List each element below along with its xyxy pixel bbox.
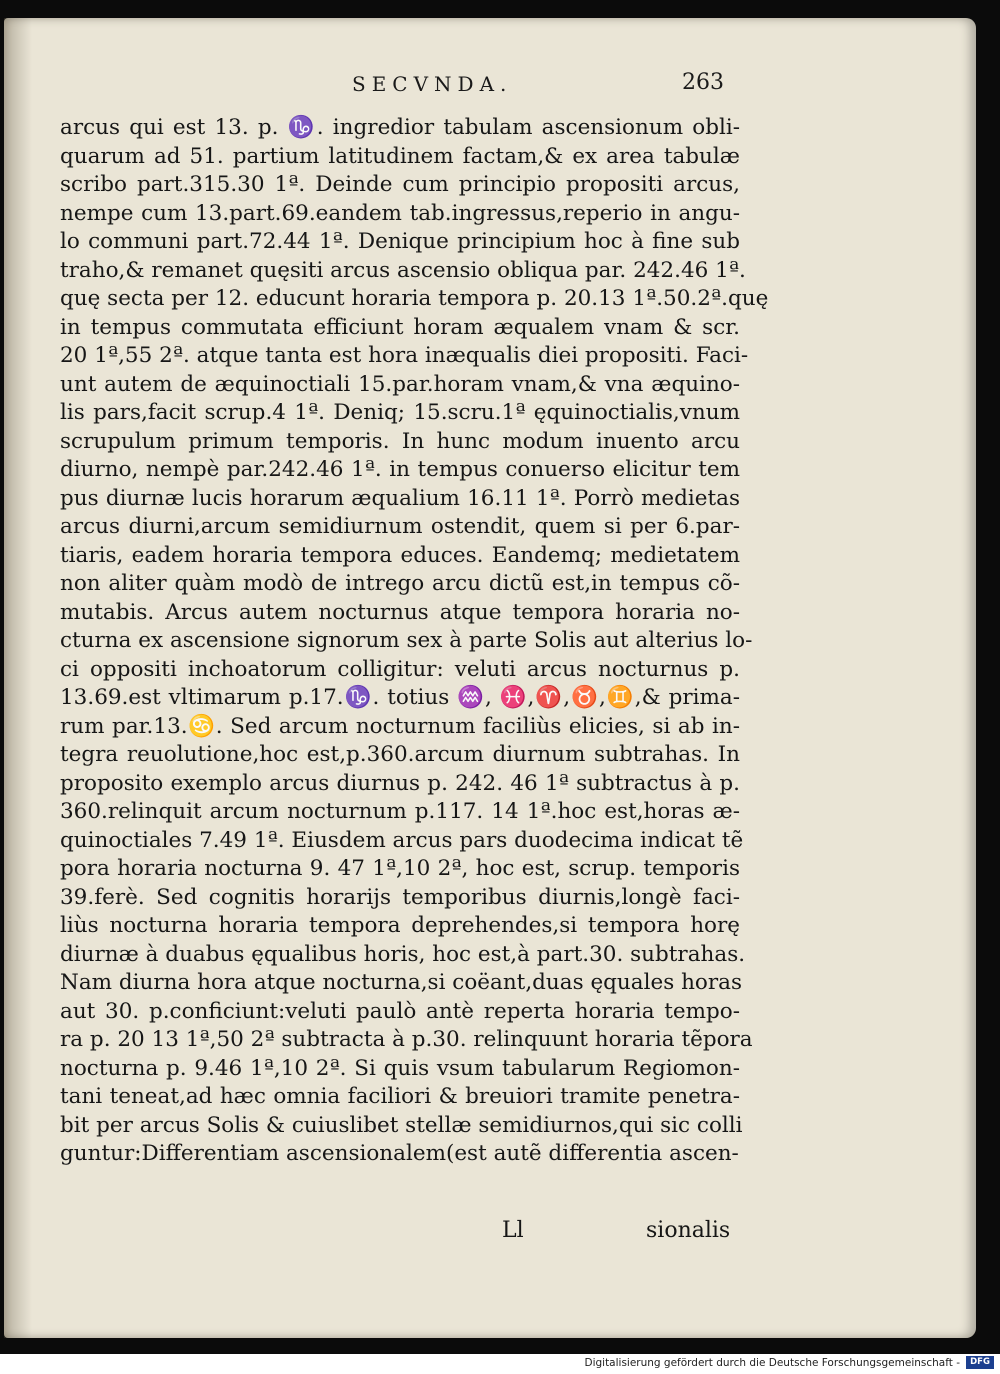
- text-line: mutabis. Arcus autem nocturnus atque tempora horaria no-: [60, 599, 740, 625]
- text-line: liùs nocturna horaria tempora deprehendes,si tempora horę: [60, 913, 740, 938]
- text-line: tani teneat,ad hæc omnia faciliori & breuiori tramite penetra-: [60, 1084, 740, 1109]
- text-line: rum par.13.♋. Sed arcum nocturnum faciliùs elicies, si ab in-: [60, 713, 740, 739]
- text-line: diurnæ à duabus ęqualibus horis, hoc est,à part.30. subtrahas.: [60, 941, 746, 967]
- text-line: ra p. 20 13 1ª,50 2ª subtracta à p.30. relinquunt horaria tẽpora: [60, 1027, 753, 1052]
- text-line: quę secta per 12. educunt horaria tempora p. 20.13 1ª.50.2ª.quę: [60, 286, 769, 311]
- text-line: Nam diurna hora atque nocturna,si coëant,duas ęquales horas: [60, 970, 742, 995]
- text-line: 39.ferè. Sed cognitis horarijs temporibus diurnis,longè faci-: [60, 884, 740, 910]
- text-line: scribo part.315.30 1ª. Deinde cum principio propositi arcus,: [60, 172, 740, 197]
- text-line: guntur:Differentiam ascensionalem(est autẽ differentia ascen-: [60, 1141, 739, 1166]
- text-line: in tempus commutata efficiunt horam æqualem vnam & scr.: [60, 314, 740, 340]
- digitization-credit: Digitalisierung gefördert durch die Deutsche Forschungsgemeinschaft -: [584, 1357, 960, 1369]
- text-line: unt autem de æquinoctiali 15.par.horam vnam,& vna æquino-: [60, 371, 740, 397]
- text-line: cturna ex ascensione signorum sex à parte Solis aut alterius lo-: [60, 628, 753, 653]
- text-line: 20 1ª,55 2ª. atque tanta est hora inæqualis diei propositi. Faci-: [60, 343, 749, 368]
- text-line: proposito exemplo arcus diurnus p. 242. 46 1ª subtractus à p.: [60, 770, 740, 796]
- text-line: ci oppositi inchoatorum colligitur: veluti arcus nocturnus p.: [60, 656, 740, 682]
- text-line: nocturna p. 9.46 1ª,10 2ª. Si quis vsum tabularum Regiomon-: [60, 1055, 740, 1081]
- text-line: 360.relinquit arcum nocturnum p.117. 14 1ª.hoc est,horas æ-: [60, 799, 740, 824]
- text-line: quinoctiales 7.49 1ª. Eiusdem arcus pars duodecima indicat tẽ: [60, 827, 744, 853]
- text-line: quarum ad 51. partium latitudinem factam,& ex area tabulæ: [60, 143, 740, 169]
- page-number: 263: [682, 70, 724, 95]
- text-line: tiaris, eadem horaria tempora educes. Eandemq; medietatem: [60, 542, 740, 568]
- text-line: lis pars,facit scrup.4 1ª. Deniq; 15.scru.1ª ęquinoctialis,vnum: [60, 400, 740, 425]
- text-line: aut 30. p.conficiunt:veluti paulò antè reperta horaria tempo-: [60, 998, 740, 1024]
- running-head: SECVNDA.: [352, 72, 513, 96]
- page-gutter-shadow: [4, 18, 32, 1338]
- text-line: pora horaria nocturna 9. 47 1ª,10 2ª, hoc est, scrup. temporis: [60, 856, 740, 881]
- text-line: arcus diurni,arcum semidiurnum ostendit, quem si per 6.par-: [60, 514, 740, 539]
- catchword: sionalis: [646, 1218, 731, 1243]
- text-line: scrupulum primum temporis. In hunc modum inuento arcu: [60, 428, 740, 454]
- text-line: arcus qui est 13. p. ♑. ingredior tabulam ascensionum obli-: [60, 115, 740, 140]
- text-line: non aliter quàm modò de intrego arcu dictũ est,in tempus cõ-: [60, 571, 740, 596]
- signature-mark: Ll: [502, 1218, 524, 1243]
- text-line: 13.69.est vltimarum p.17.♑. totius ♒, ♓,♈,♉,♊,& prima-: [60, 685, 740, 710]
- text-line: pus diurnæ lucis horarum æqualium 16.11 1ª. Porrò medietas: [60, 485, 740, 511]
- text-line: nempe cum 13.part.69.eandem tab.ingressus,reperio in angu-: [60, 200, 740, 226]
- text-line: lo communi part.72.44 1ª. Denique principium hoc à fine sub: [60, 229, 740, 254]
- text-line: diurno, nempè par.242.46 1ª. in tempus conuerso elicitur tem: [60, 457, 740, 482]
- dfg-logo: DFG: [966, 1356, 994, 1369]
- text-line: tegra reuolutione,hoc est,p.360.arcum diurnum subtrahas. In: [60, 742, 740, 767]
- body-text: [60, 114, 769, 1169]
- text-line: traho,& remanet quęsiti arcus ascensio obliqua par. 242.46 1ª.: [60, 257, 746, 283]
- text-line: bit per arcus Solis & cuiuslibet stellæ semidiurnos,qui sic colli: [60, 1112, 743, 1138]
